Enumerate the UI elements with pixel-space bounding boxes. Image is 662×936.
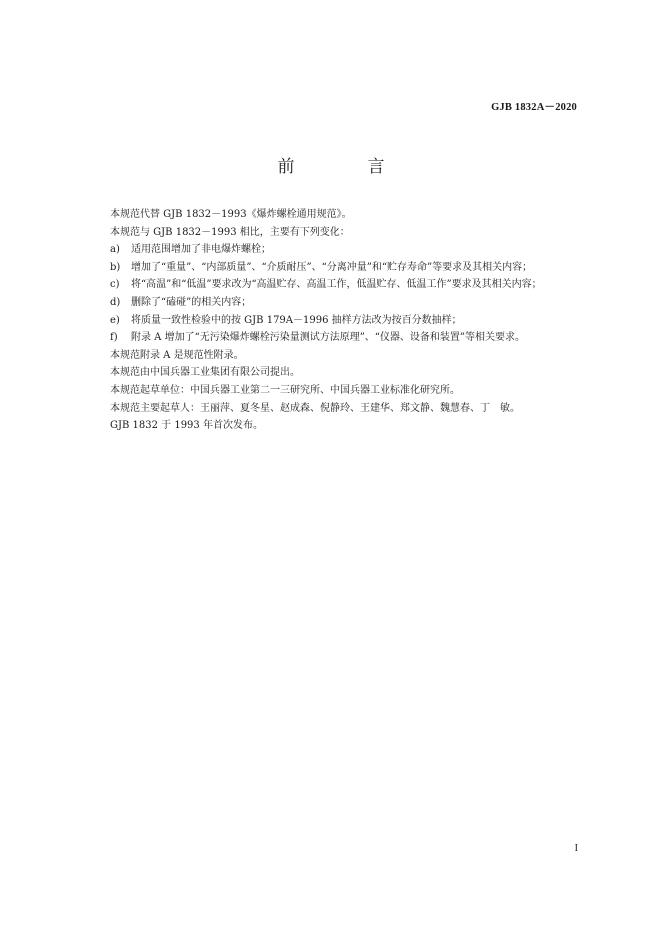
list-marker: d) [110,296,121,308]
paragraph-replaces: 本规范代替 GJB 1832－1993《爆炸螺栓通用规范》。 [110,209,352,220]
list-item-text: 适用范围增加了非电爆炸螺栓； [131,244,271,256]
paragraph-drafting-units: 本规范起草单位：中国兵器工业第二一三研究所、中国兵器工业标准化研究所。 [110,384,460,396]
list-marker: f) [110,332,118,344]
list-item-text: 将“高温”和“低温”要求改为“高温贮存、高温工作，低温贮存、低温工作”要求及其相关内容； [131,279,542,291]
paragraph-first-issue: GJB 1832 于 1993 年首次发布。 [110,420,263,432]
list-item-text: 将质量一致性检验中的按 GJB 179A－1996 抽样方法改为按百分数抽样； [131,314,462,326]
change-item-b [110,259,580,277]
list-item-text: 删除了“磕碰”的相关内容； [131,296,252,308]
change-item-e [110,312,580,330]
paragraph-proposer: 本规范由中国兵器工业集团有限公司提出。 [110,367,300,379]
page-number: I [574,843,578,854]
list-item-text: 增加了“重量”、“内部质量”、“介质耐压”、“分离冲量”和“贮存寿命”等要求及其相关内容； [131,261,533,273]
preface-body [110,206,580,435]
change-item-f [110,329,580,347]
paragraph-changes-intro: 本规范与 GJB 1832－1993 相比，主要有下列变化： [110,226,350,238]
change-item-d [110,294,580,312]
list-marker: b) [110,261,121,273]
document-code: GJB 1832A－2020 [491,102,577,113]
list-marker: a) [110,244,120,256]
list-item-text: 附录 A 增加了“无污染爆炸螺栓污染量测试方法原理”、“仪器、设备和装置”等相关要求。 [131,332,526,344]
list-marker: e) [110,314,120,326]
paragraph-drafters: 本规范主要起草人：王丽萍、夏冬星、赵成森、倪静玲、王建华、郑文静、魏慧春、丁 敏。 [110,402,520,414]
change-item-c [110,276,580,294]
change-item-a [110,241,580,259]
page-title: 前 言 [277,157,413,177]
list-marker: c) [110,279,120,291]
paragraph-appendix: 本规范附录 A 是规范性附录。 [110,349,244,361]
